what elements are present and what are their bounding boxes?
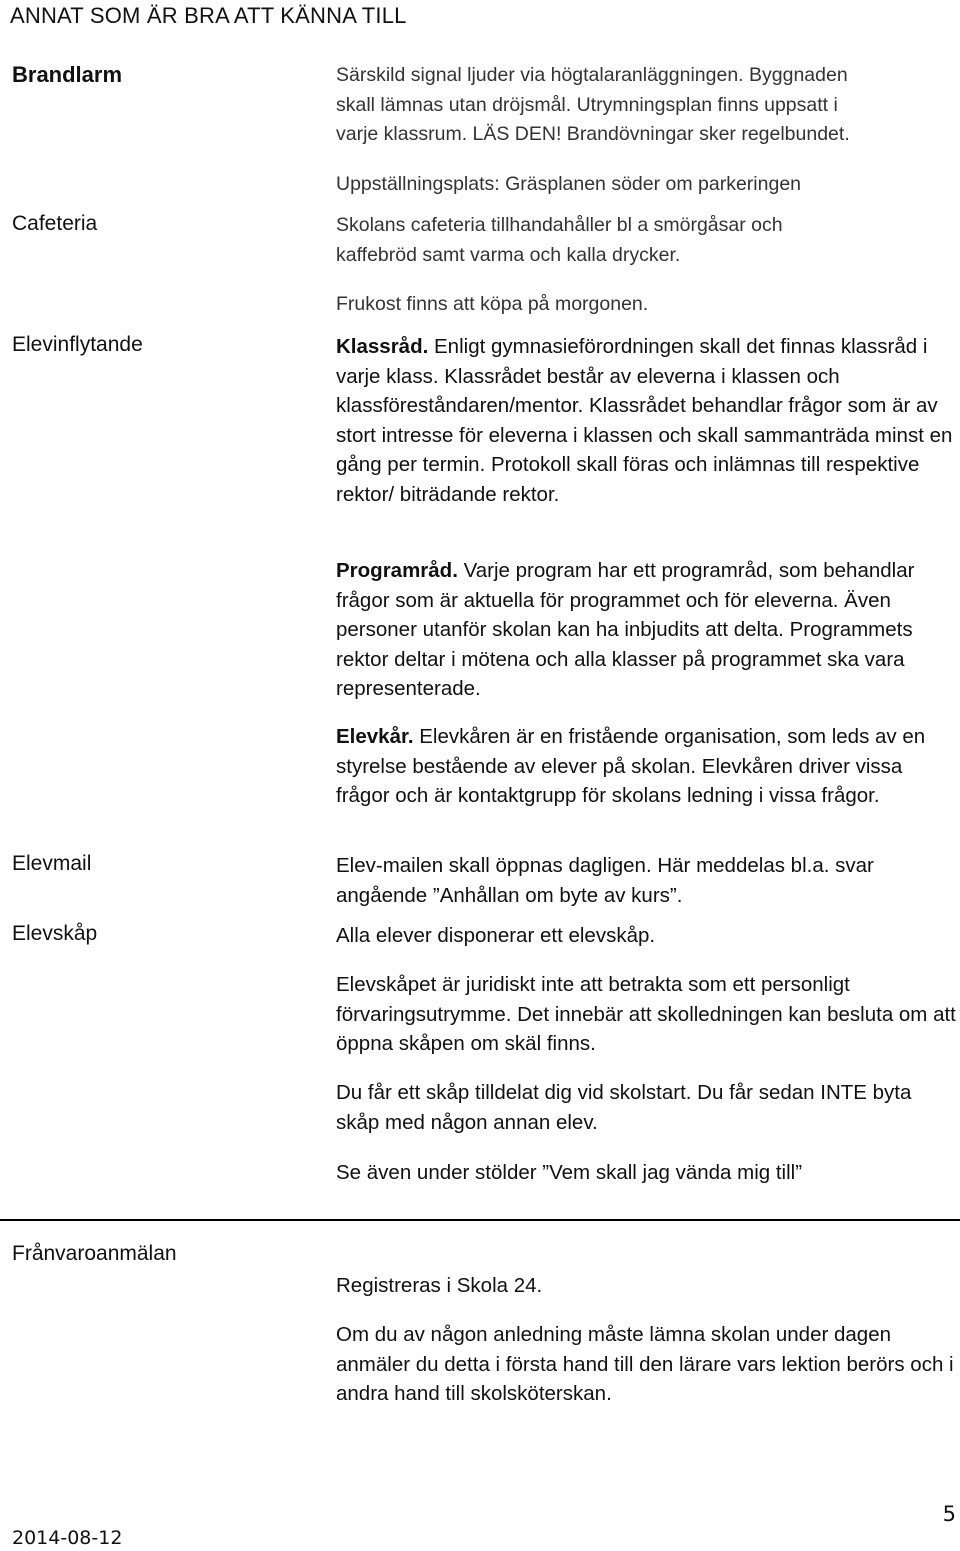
heading-elevskap: Elevskåp	[12, 922, 98, 945]
heading-cafeteria: Cafeteria	[12, 212, 98, 235]
franvaro-text-1: Registreras i Skola 24.	[336, 1274, 543, 1297]
heading-elevmail: Elevmail	[12, 852, 92, 875]
breakfast-text: Frukost finns att köpa på morgonen.	[336, 293, 649, 315]
elevskap-text-1: Alla elever disponerar ett elevskåp.	[336, 924, 656, 947]
page-number: 5	[942, 1502, 956, 1526]
elevskap-text-2: Elevskåpet är juridiskt inte att betrakta som ett personligt förvaringsutrymme. Det innebär att skolledningen kan besluta om att öppna skåpen om skäl finns.	[336, 973, 956, 1055]
footer-date: 2014-08-12	[12, 1527, 123, 1549]
klassrad-label: Klassråd.	[336, 335, 429, 358]
heading-franvaroanmalan: Frånvaroanmälan	[12, 1242, 177, 1265]
cafeteria-line: Skolans cafeteria tillhandahåller bl a smörgåsar och	[336, 214, 783, 236]
brandlarm-line: Särskild signal ljuder via högtalaranläggningen. Byggnaden	[336, 64, 848, 86]
section-divider	[0, 1219, 960, 1221]
elevmail-text: Elev-mailen skall öppnas dagligen. Här meddelas bl.a. svar angående ”Anhållan om byte av kurs”.	[336, 854, 874, 907]
elevkar-paragraph	[336, 722, 956, 811]
programrad-text: Varje program har ett programråd, som behandlar frågor som är aktuella för programmet och för eleverna. Även personer utanför skolan kan ha inbjudits att delta. Programmets rektor deltar i mötena och alla klasser på programmet ska vara representerade.	[336, 559, 915, 700]
klassrad-text: Enligt gymnasieförordningen skall det finnas klassråd i varje klass. Klassrådet består av eleverna i klassen och klassföreståndaren/mentor. Klassrådet behandlar frågor som är av stort intresse för eleverna i klassen och skall sammanträda minst en gång per termin. Protokoll skall föras och inlämnas till respektive rektor/ biträdande rektor.	[336, 335, 953, 506]
programrad-paragraph	[336, 556, 956, 704]
heading-elevinflytande: Elevinflytande	[12, 333, 143, 356]
heading-brandlarm: Brandlarm	[12, 62, 123, 87]
programrad-label: Programråd.	[336, 559, 458, 582]
brandlarm-line: skall lämnas utan dröjsmål. Utrymningsplan finns uppsatt i	[336, 93, 838, 116]
franvaro-text-2: Om du av någon anledning måste lämna skolan under dagen anmäler du detta i första hand till den lärare vars lektion berörs och i andra hand till skolsköterskan.	[336, 1323, 954, 1405]
assembly-point-text: Uppställningsplats: Gräsplanen söder om parkeringen	[336, 173, 802, 195]
brandlarm-line: varje klassrum. LÄS DEN! Brandövningar sker regelbundet.	[336, 123, 850, 145]
cafeteria-text	[336, 211, 956, 270]
elevskap-text-4: Se även under stölder ”Vem skall jag vända mig till”	[336, 1161, 803, 1184]
elevkar-text: Elevkåren är en fristående organisation, som leds av en styrelse bestående av elever på skolan. Elevkåren driver vissa frågor och är kontaktgrupp för skolans ledning i vissa frågor.	[336, 725, 926, 807]
klassrad-paragraph	[336, 332, 956, 509]
elevkar-label: Elevkår.	[336, 725, 414, 748]
elevskap-text-3: Du får ett skåp tilldelat dig vid skolstart. Du får sedan INTE byta skåp med någon annan elev.	[336, 1081, 912, 1134]
cafeteria-line: kaffebröd samt varma och kalla drycker.	[336, 243, 681, 266]
page-title: ANNAT SOM ÄR BRA ATT KÄNNA TILL	[10, 3, 407, 28]
brandlarm-text	[336, 61, 956, 150]
